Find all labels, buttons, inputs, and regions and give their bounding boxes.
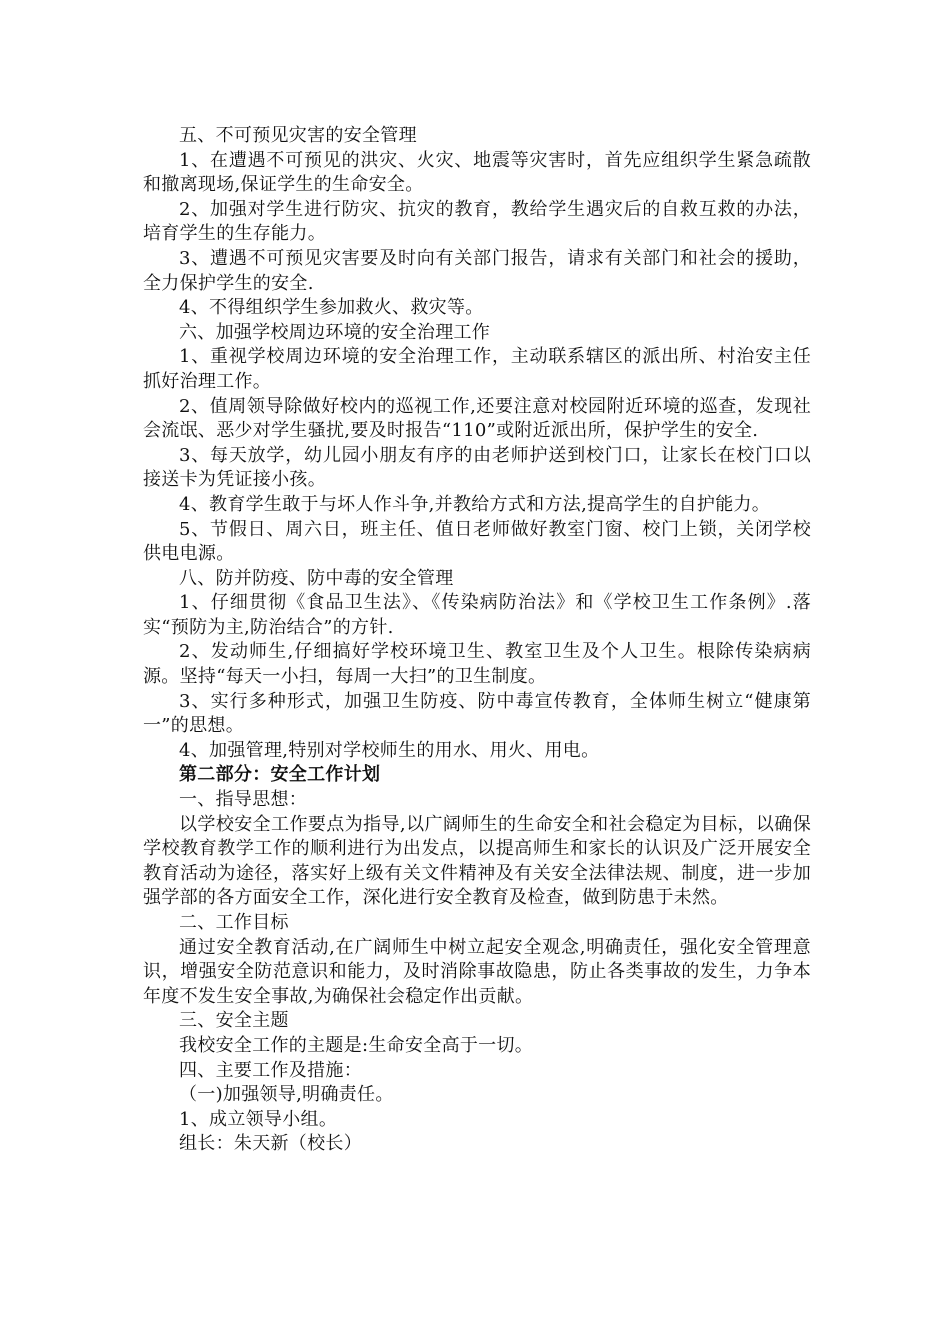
heading-section-6: 六、加强学校周边环境的安全治理工作 xyxy=(179,321,491,343)
paragraph: 1、仔细贯彻《食品卫生法》、《传染病防治法》和《学校卫生工作条例》.落实“预防为主,防治结合”的方针. xyxy=(143,592,811,638)
paragraph: 3、遭遇不可预见灾害要及时向有关部门报告，请求有关部门和社会的援助，全力保护学生的安全. xyxy=(143,247,811,294)
paragraph: 1、重视学校周边环境的安全治理工作，主动联系辖区的派出所、村治安主任抓好治理工作。 xyxy=(143,346,811,392)
paragraph: （一)加强领导,明确责任。 xyxy=(179,1084,394,1106)
paragraph: 1、成立领导小组。 xyxy=(179,1108,338,1130)
heading-main-measures: 四、主要工作及措施： xyxy=(179,1059,362,1081)
paragraph: 1、在遭遇不可预见的洪灾、火灾、地震等灾害时，首先应组织学生紧急疏散和撤离现场,保证学生的生命安全。 xyxy=(143,149,811,196)
paragraph: 以学校安全工作要点为指导,以广阔师生的生命安全和社会稳定为目标，以确保学校教育教学工作的顺利进行为出发点，以提高师生和家长的认识及广泛开展安全教育活动为途径，落实好上级有关文件精神及有关安全法律法规、制度，进一步加强学部的各方面安全工作，深化进行安全教育及检查，做到防患于未然。 xyxy=(143,813,811,909)
heading-guiding-thought: 一、指导思想： xyxy=(179,789,308,811)
paragraph: 4、加强管理,特别对学校师生的用水、用火、用电。 xyxy=(179,739,600,761)
document-body xyxy=(143,124,811,1157)
part-two-heading: 第二部分：安全工作计划 xyxy=(179,764,381,786)
paragraph: 组长：朱天新（校长） xyxy=(179,1133,362,1155)
paragraph: 4、教育学生敢于与坏人作斗争,并教给方式和方法,提高学生的自护能力。 xyxy=(179,493,771,515)
paragraph: 3、实行多种形式，加强卫生防疫、防中毒宣传教育，全体师生树立“健康第一”的思想。 xyxy=(143,690,811,737)
heading-work-goals: 二、工作目标 xyxy=(179,912,289,933)
paragraph: 我校安全工作的主题是:生命安全高于一切。 xyxy=(179,1034,534,1056)
paragraph: 2、发动师生,仔细搞好学校环境卫生、教室卫生及个人卫生。根除传染病病源。坚持“每天一小扫，每周一大扫”的卫生制度。 xyxy=(143,641,811,688)
heading-section-8: 八、防并防疫、防中毒的安全管理 xyxy=(179,567,454,589)
paragraph: 2、加强对学生进行防灾、抗灾的教育，教给学生遇灾后的自救互救的办法，培育学生的生存能力。 xyxy=(143,198,811,245)
paragraph: 4、不得组织学生参加救火、救灾等。 xyxy=(179,297,484,319)
paragraph: 2、值周领导除做好校内的巡视工作,还要注意对校园附近环境的巡查，发现社会流氓、恶少对学生骚扰,要及时报告“110”或附近派出所，保护学生的安全. xyxy=(143,395,811,442)
paragraph: 3、每天放学，幼儿园小朋友有序的由老师护送到校门口，让家长在校门口以接送卡为凭证接小孩。 xyxy=(143,444,811,491)
paragraph: 通过安全教育活动,在广阔师生中树立起安全观念,明确责任，强化安全管理意识，增强安全防范意识和能力，及时消除事故隐患，防止各类事故的发生，力争本年度不发生安全事故,为确保社会稳定作出贡献。 xyxy=(143,936,811,1007)
heading-section-5: 五、不可预见灾害的安全管理 xyxy=(179,125,417,146)
heading-safety-theme: 三、安全主题 xyxy=(179,1010,289,1032)
paragraph: 5、节假日、周六日，班主任、值日老师做好教室门窗、校门上锁，关闭学校供电电源。 xyxy=(143,518,811,565)
